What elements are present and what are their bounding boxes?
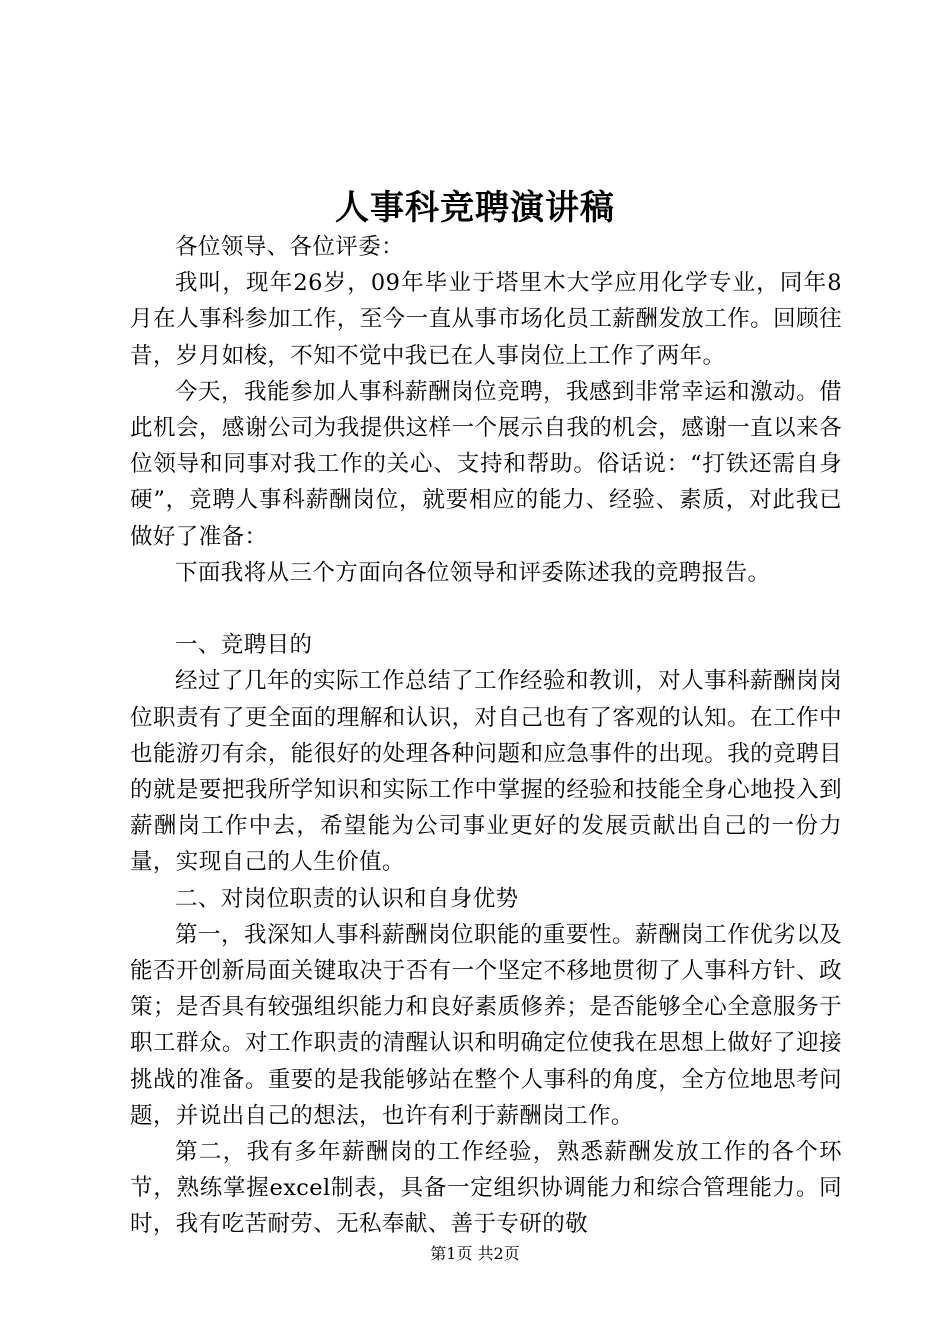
intro-paragraph: 我叫，现年26岁，09年毕业于塔里木大学应用化学专业，同年8月在人事科参加工作，至今一直从事市场化员工薪酬发放工作。回顾往昔，岁月如梭，不知不觉中我已在人事岗位上工作了两年。	[130, 270, 842, 369]
section-heading-1: 一、竞聘目的	[175, 632, 313, 659]
section-2-paragraph-1: 第一，我深知人事科薪酬岗位职能的重要性。薪酬岗工作优劣以及能否开创新局面关键取决于否有一个坚定不移地贯彻了人事科方针、政策；是否具有较强组织能力和良好素质修养；是否能够全心全意服务于职工群众。对工作职责的清醒认识和明确定位使我在思想上做好了迎接挑战的准备。重要的是我能够站在整个人事科的角度，全方位地思考问题，并说出自己的想法，也许有利于薪酬岗工作。	[130, 921, 842, 1129]
section-heading-2: 二、对岗位职责的认识和自身优势	[175, 885, 519, 912]
blank-line	[130, 591, 842, 627]
greeting-paragraph: 各位领导、各位评委：	[175, 234, 405, 260]
thanks-paragraph: 今天，我能参加人事科薪酬岗位竞聘，我感到非常幸运和激动。借此机会，感谢公司为我提供这样一个展示自我的机会，感谢一直以来各位领导和同事对我工作的关心、支持和帮助。俗话说：“打铁还需自身硬”，竞聘人事科薪酬岗位，就要相应的能力、经验、素质，对此我已做好了准备：	[130, 378, 842, 550]
section-1-paragraph: 经过了几年的实际工作总结了工作经验和教训，对人事科薪酬岗岗位职责有了更全面的理解和认识，对自己也有了客观的认知。在工作中也能游刃有余，能很好的处理各种问题和应急事件的出现。我的竞聘目的就是要把我所学知识和实际工作中掌握的经验和技能全身心地投入到薪酬岗工作中去，希望能为公司事业更好的发展贡献出自己的一份力量，实现自己的人生价值。	[130, 668, 842, 876]
page-footer: 第1页 共2页	[430, 1244, 520, 1263]
document-title: 人事科竞聘演讲稿	[335, 188, 615, 228]
outline-paragraph: 下面我将从三个方面向各位领导和评委陈述我的竞聘报告。	[175, 559, 771, 586]
section-2-paragraph-2: 第二，我有多年薪酬岗的工作经验，熟悉薪酬发放工作的各个环节，熟练掌握excel制表，具备一定组织协调能力和综合管理能力。同时，我有吃苦耐劳、无私奉献、善于专研的敬	[130, 1139, 842, 1238]
document-body	[130, 229, 842, 1243]
